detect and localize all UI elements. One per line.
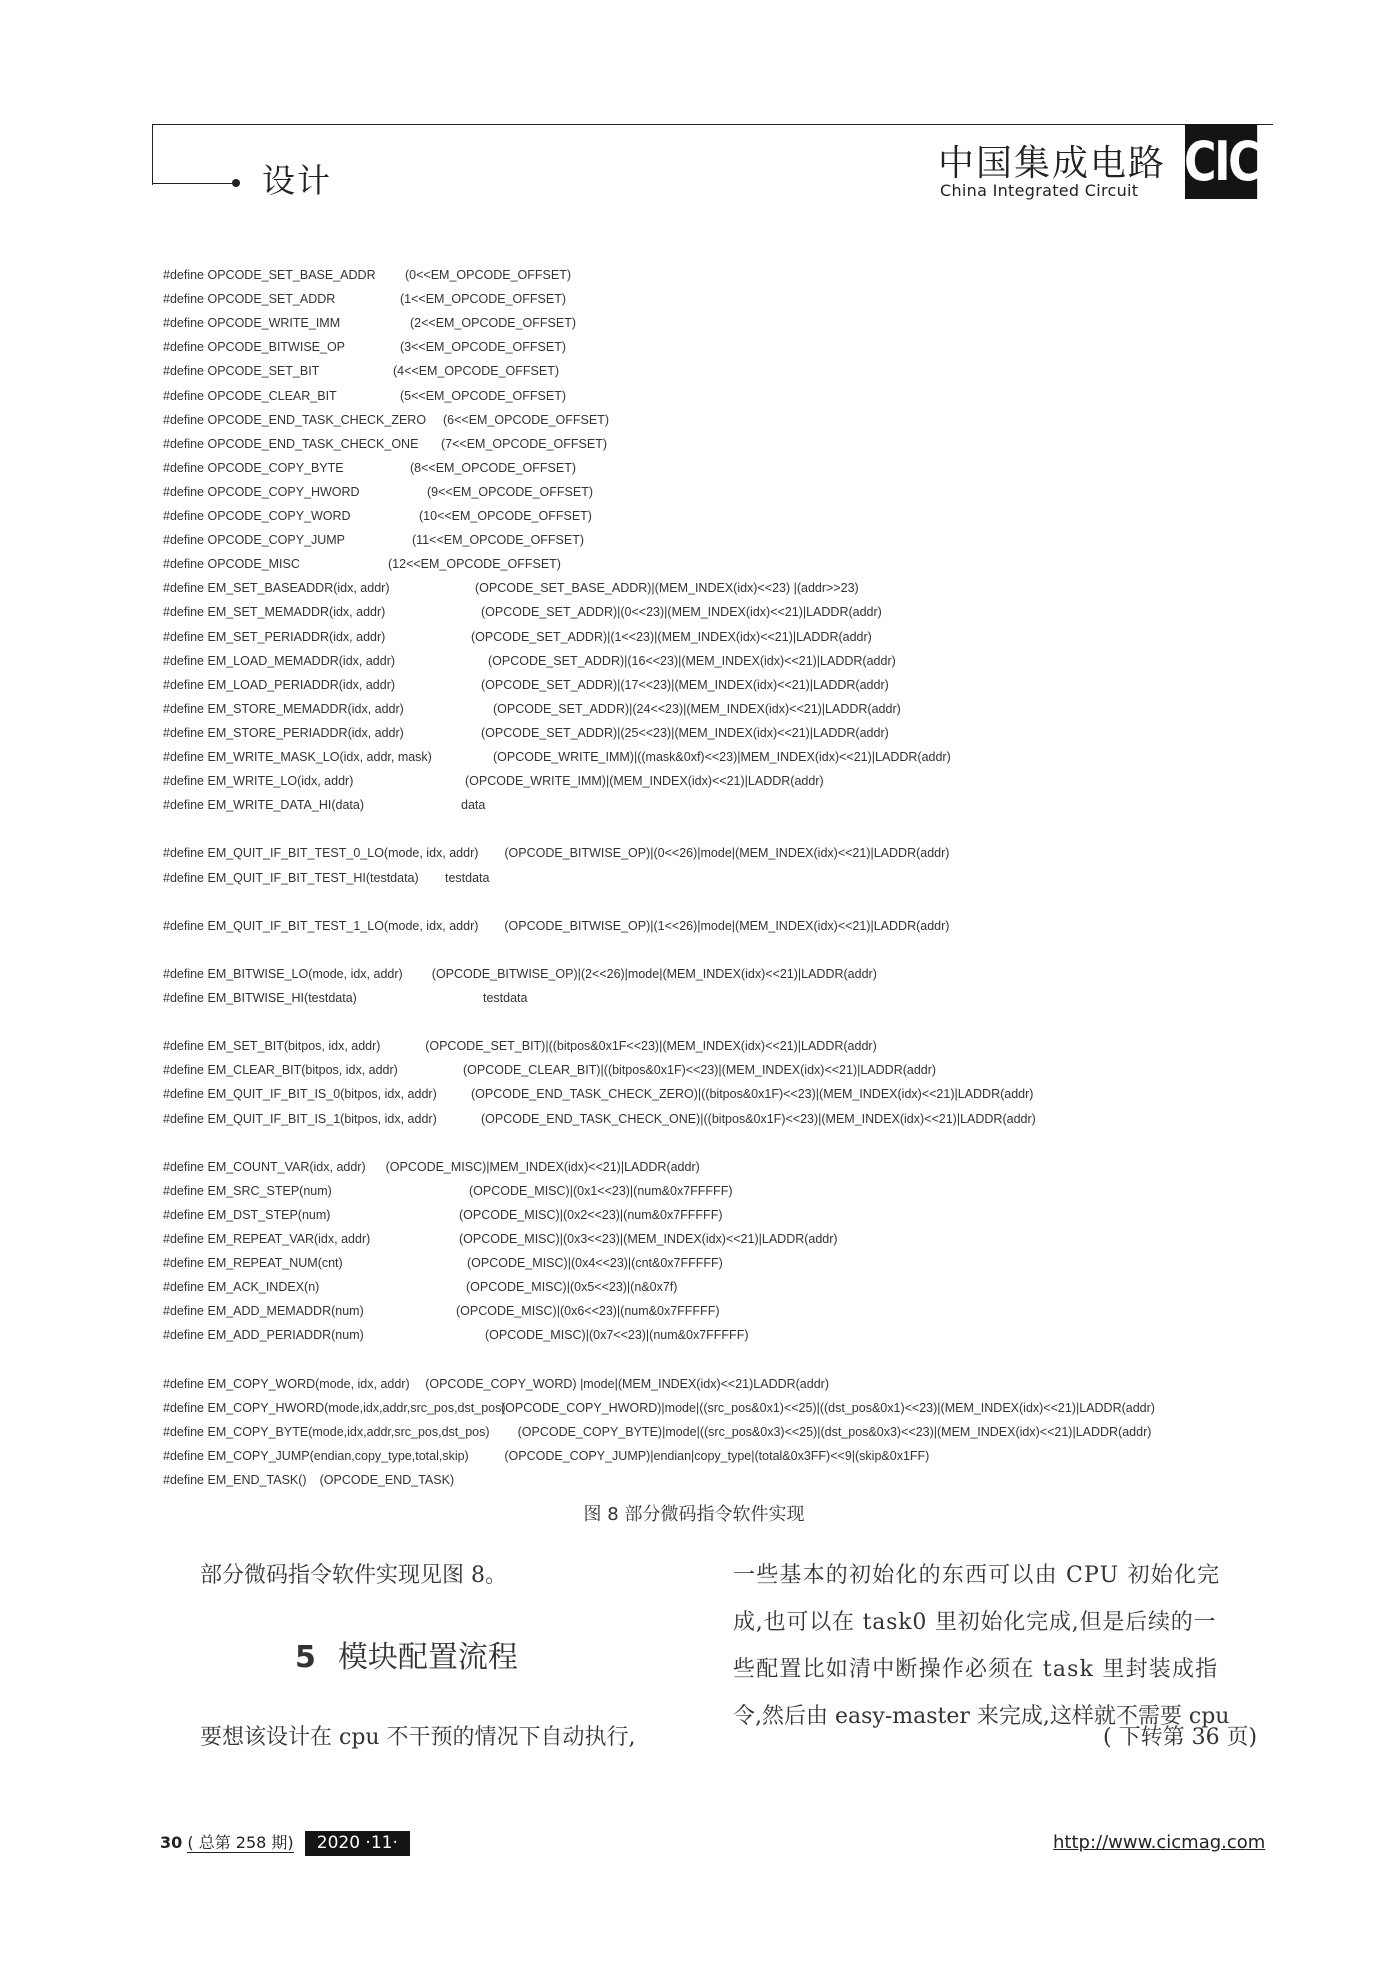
macro-name: #define EM_QUIT_IF_BIT_TEST_1_LO(mode, idx, addr) — [163, 918, 479, 933]
section-label: 设计 — [262, 161, 332, 200]
issue-date: 2020 ·11· — [305, 1831, 410, 1856]
macro-value: (2<<EM_OPCODE_OFFSET) — [410, 316, 577, 331]
macro-name: #define EM_BITWISE_HI(testdata) — [163, 991, 357, 1005]
macro-value: (4<<EM_OPCODE_OFFSET) — [393, 364, 560, 379]
macro-value: (OPCODE_MISC)|(0x4<<23)|(cnt&0x7FFFFF) — [467, 1256, 723, 1271]
macro-value: (OPCODE_SET_ADDR)|(16<<23)|(MEM_INDEX(idx)<<21)|LADDR(addr) — [488, 653, 896, 668]
macro-value: (OPCODE_MISC)|(0x1<<23)|(num&0x7FFFFF) — [469, 1183, 733, 1198]
macro-name: #define EM_CLEAR_BIT(bitpos, idx, addr) — [163, 1063, 398, 1078]
macro-value: data — [461, 798, 486, 813]
macro-name: #define EM_SET_BIT(bitpos, idx, addr) — [163, 1039, 381, 1054]
macro-name: #define EM_SRC_STEP(num) — [163, 1183, 332, 1198]
macro-value: (OPCODE_SET_ADDR)|(0<<23)|(MEM_INDEX(idx)<<21)|LADDR(addr) — [481, 605, 882, 620]
page-number: 30 — [160, 1833, 183, 1852]
macro-value: (OPCODE_SET_ADDR)|(25<<23)|(MEM_INDEX(idx)<<21)|LADDR(addr) — [481, 725, 889, 740]
macro-name: #define EM_SET_PERIADDR(idx, addr) — [163, 629, 386, 644]
page-footer-left — [160, 1830, 410, 1856]
macro-value: (OPCODE_BITWISE_OP)|(1<<26)|mode|(MEM_INDEX(idx)<<21)|LADDR(addr) — [504, 918, 950, 933]
macro-value: (OPCODE_MISC)|(0x7<<23)|(num&0x7FFFFF) — [485, 1328, 749, 1343]
macro-name: #define EM_COPY_HWORD(mode,idx,addr,src_pos,dst_pos) — [163, 1400, 506, 1415]
macro-value: (OPCODE_MISC)|MEM_INDEX(idx)<<21)|LADDR(addr) — [385, 1159, 700, 1174]
total-issue: ( 总第 258 期) — [187, 1833, 294, 1852]
macro-name: #define EM_COPY_WORD(mode, idx, addr) — [163, 1376, 410, 1391]
macro-name: #define EM_ADD_PERIADDR(num) — [163, 1328, 364, 1343]
macro-name: #define EM_LOAD_MEMADDR(idx, addr) — [163, 653, 396, 668]
macro-name: #define EM_ADD_MEMADDR(num) — [163, 1304, 364, 1319]
macro-value: (8<<EM_OPCODE_OFFSET) — [410, 460, 577, 475]
left-paragraph-1: 部分微码指令软件实现见图 8。 — [200, 1563, 507, 1588]
macro-name: #define OPCODE_SET_BASE_ADDR — [163, 268, 376, 282]
continued-note: ( 下转第 36 页) — [1103, 1725, 1258, 1750]
macro-name: #define EM_REPEAT_VAR(idx, addr) — [163, 1232, 371, 1246]
macro-value: (OPCODE_END_TASK) — [319, 1473, 455, 1487]
macro-name: #define EM_STORE_PERIADDR(idx, addr) — [163, 725, 404, 740]
macro-value: (3<<EM_OPCODE_OFFSET) — [400, 340, 567, 355]
macro-name: #define EM_LOAD_PERIADDR(idx, addr) — [163, 677, 396, 692]
header-rule — [152, 183, 235, 184]
macro-value: (7<<EM_OPCODE_OFFSET) — [441, 436, 608, 451]
macro-value: testdata — [445, 870, 490, 885]
macro-value: (OPCODE_WRITE_IMM)|((mask&0xf)<<23)|MEM_INDEX(idx)<<21)|LADDR(addr) — [493, 750, 951, 764]
macro-name: #define OPCODE_END_TASK_CHECK_ONE — [163, 436, 419, 451]
macro-value: (11<<EM_OPCODE_OFFSET) — [412, 533, 585, 548]
macro-value: (OPCODE_COPY_JUMP)|endian|copy_type|(total&0x3FF)<<9|(skip&0x1FF) — [504, 1448, 930, 1463]
journal-logo: CIC — [1185, 124, 1257, 199]
macro-name: #define EM_REPEAT_NUM(cnt) — [163, 1256, 343, 1271]
macro-name: #define EM_COPY_JUMP(endian,copy_type,total,skip) — [163, 1448, 469, 1463]
macro-name: #define EM_WRITE_LO(idx, addr) — [163, 774, 354, 789]
right-line-1: 一些基本的初始化的东西可以由 CPU 初始化完 — [733, 1563, 1221, 1588]
right-line-3: 些配置比如清中断操作必须在 task 里封装成指 — [733, 1657, 1219, 1682]
macro-value: (OPCODE_MISC)|(0x3<<23)|(MEM_INDEX(idx)<<21)|LADDR(addr) — [459, 1232, 838, 1246]
macro-name: #define OPCODE_COPY_HWORD — [163, 484, 360, 499]
macro-value: (OPCODE_SET_BASE_ADDR)|(MEM_INDEX(idx)<<23) |(addr>>23) — [475, 581, 859, 596]
left-paragraph-2: 要想该设计在 cpu 不干预的情况下自动执行, — [200, 1725, 636, 1750]
macro-name: #define EM_COUNT_VAR(idx, addr) — [163, 1159, 366, 1174]
macro-value: (OPCODE_END_TASK_CHECK_ONE)|((bitpos&0x1F)<<23)|(MEM_INDEX(idx)<<21)|LADDR(addr) — [481, 1111, 1036, 1126]
macro-name: #define EM_QUIT_IF_BIT_TEST_HI(testdata) — [163, 870, 419, 885]
macro-name: #define OPCODE_END_TASK_CHECK_ZERO — [163, 412, 427, 427]
macro-value: (12<<EM_OPCODE_OFFSET) — [388, 557, 561, 572]
macro-value: (1<<EM_OPCODE_OFFSET) — [400, 292, 567, 307]
journal-title-en: China Integrated Circuit — [940, 181, 1139, 200]
section-number: 5 — [295, 1640, 316, 1675]
macro-value: (0<<EM_OPCODE_OFFSET) — [405, 268, 572, 282]
macro-name: #define EM_END_TASK() — [163, 1473, 307, 1487]
macro-value: (OPCODE_MISC)|(0x2<<23)|(num&0x7FFFFF) — [459, 1207, 723, 1222]
macro-name: #define EM_WRITE_DATA_HI(data) — [163, 798, 364, 813]
figure-caption: 图 8 部分微码指令软件实现 — [583, 1504, 805, 1525]
macro-value: (5<<EM_OPCODE_OFFSET) — [400, 388, 567, 403]
macro-name: #define EM_STORE_MEMADDR(idx, addr) — [163, 701, 404, 716]
journal-title-cn: 中国集成电路 — [938, 143, 1167, 184]
macro-value: (OPCODE_BITWISE_OP)|(0<<26)|mode|(MEM_INDEX(idx)<<21)|LADDR(addr) — [504, 846, 950, 861]
section-heading — [295, 1632, 518, 1676]
macro-name: #define OPCODE_COPY_BYTE — [163, 460, 344, 475]
macro-name: #define OPCODE_COPY_WORD — [163, 509, 351, 523]
macro-name: #define OPCODE_SET_ADDR — [163, 292, 336, 307]
macro-value: (OPCODE_SET_BIT)|((bitpos&0x1F<<23)|(MEM_INDEX(idx)<<21)|LADDR(addr) — [425, 1039, 877, 1054]
macro-name: #define OPCODE_CLEAR_BIT — [163, 388, 337, 403]
macro-value: (OPCODE_SET_ADDR)|(24<<23)|(MEM_INDEX(idx)<<21)|LADDR(addr) — [493, 701, 901, 716]
right-line-4: 令,然后由 easy-master 来完成,这样就不需要 cpu — [733, 1704, 1230, 1729]
macro-value: (OPCODE_BITWISE_OP)|(2<<26)|mode|(MEM_INDEX(idx)<<21)|LADDR(addr) — [431, 966, 877, 981]
macro-name: #define OPCODE_BITWISE_OP — [163, 340, 346, 355]
macro-name: #define OPCODE_MISC — [163, 557, 300, 572]
macro-name: #define EM_WRITE_MASK_LO(idx, addr, mask) — [163, 750, 432, 764]
macro-name: #define EM_ACK_INDEX(n) — [163, 1280, 320, 1295]
macro-value: (10<<EM_OPCODE_OFFSET) — [419, 509, 592, 523]
right-line-2: 成,也可以在 task0 里初始化完成,但是后续的一 — [733, 1610, 1217, 1635]
journal-url[interactable] — [1053, 1832, 1265, 1853]
macro-value: (OPCODE_WRITE_IMM)|(MEM_INDEX(idx)<<21)|LADDR(addr) — [465, 774, 824, 789]
macro-value: (OPCODE_COPY_BYTE)|mode|((src_pos&0x3)<<25)|(dst_pos&0x3)<<23)|(MEM_INDEX(idx)<<21)|LADDR(addr) — [517, 1424, 1152, 1439]
macro-name: #define OPCODE_WRITE_IMM — [163, 316, 341, 331]
macro-name: #define EM_QUIT_IF_BIT_TEST_0_LO(mode, idx, addr) — [163, 846, 479, 861]
macro-name: #define EM_QUIT_IF_BIT_IS_1(bitpos, idx, addr) — [163, 1111, 437, 1126]
macro-name: #define OPCODE_COPY_JUMP — [163, 533, 346, 548]
macro-value: (9<<EM_OPCODE_OFFSET) — [427, 484, 594, 499]
journal-url-text[interactable]: http://www.cicmag.com — [1053, 1832, 1266, 1853]
macro-value: (OPCODE_COPY_WORD) |mode|(MEM_INDEX(idx)<<21)LADDR(addr) — [425, 1376, 829, 1391]
macro-name: #define EM_SET_BASEADDR(idx, addr) — [163, 581, 390, 596]
macro-value: (OPCODE_COPY_HWORD)|mode|((src_pos&0x1)<<25)|((dst_pos&0x1)<<23)|(MEM_INDEX(idx)<<21)|LADDR(addr) — [501, 1400, 1155, 1415]
macro-name: #define EM_BITWISE_LO(mode, idx, addr) — [163, 966, 403, 981]
macro-value: (6<<EM_OPCODE_OFFSET) — [443, 412, 610, 427]
macro-value: (OPCODE_SET_ADDR)|(1<<23)|(MEM_INDEX(idx)<<21)|LADDR(addr) — [471, 629, 872, 644]
header-dot — [232, 179, 240, 187]
macro-value: (OPCODE_MISC)|(0x5<<23)|(n&0x7f) — [466, 1280, 678, 1295]
macro-name: #define OPCODE_SET_BIT — [163, 364, 320, 379]
macro-value: (OPCODE_CLEAR_BIT)|((bitpos&0x1F)<<23)|(MEM_INDEX(idx)<<21)|LADDR(addr) — [463, 1063, 937, 1078]
macro-value: (OPCODE_MISC)|(0x6<<23)|(num&0x7FFFFF) — [456, 1304, 720, 1319]
macro-name: #define EM_DST_STEP(num) — [163, 1207, 331, 1222]
macro-name: #define EM_SET_MEMADDR(idx, addr) — [163, 605, 386, 620]
macro-name: #define EM_COPY_BYTE(mode,idx,addr,src_pos,dst_pos) — [163, 1424, 490, 1439]
macro-name: #define EM_QUIT_IF_BIT_IS_0(bitpos, idx, addr) — [163, 1087, 437, 1102]
macro-value: (OPCODE_SET_ADDR)|(17<<23)|(MEM_INDEX(idx)<<21)|LADDR(addr) — [481, 677, 889, 692]
section-title: 模块配置流程 — [337, 1640, 518, 1675]
macro-value: (OPCODE_END_TASK_CHECK_ZERO)|((bitpos&0x1F)<<23)|(MEM_INDEX(idx)<<21)|LADDR(addr) — [471, 1087, 1034, 1102]
macro-value: testdata — [483, 991, 528, 1005]
